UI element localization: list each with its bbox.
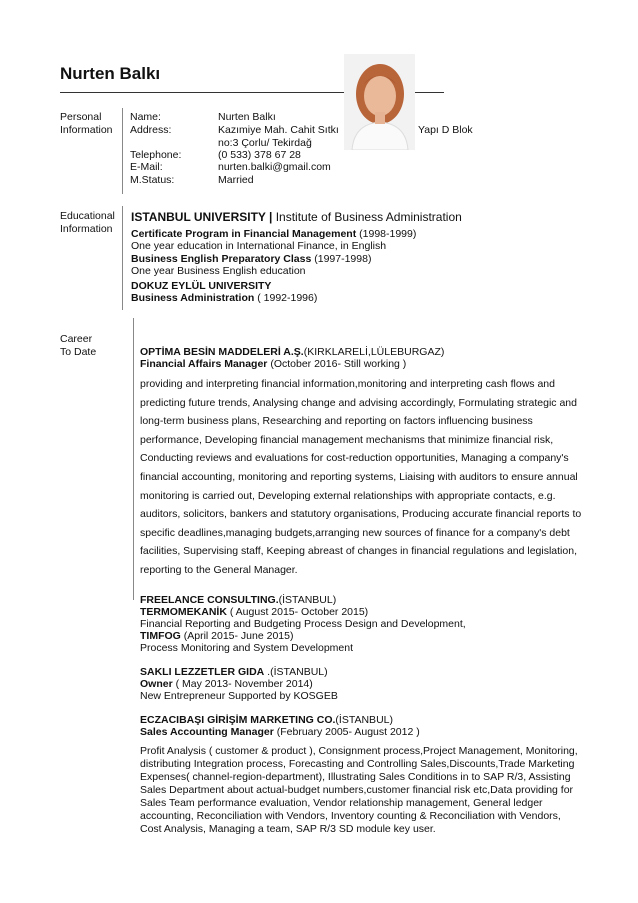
job-description: providing and interpreting financial information,monitoring and interpreting cash flows and predicting future trends, Analysing change and advising accordingly, Formulating strategic and long-term business plans, Researching and reporting on factors influencing business performance, Developing financial management mechanisms that minimize financial risk, Conducting reviews and evaluations for cost-reduction opportunities, Managing a company's financial accounting, monitoring and reporting systems, Liaising with auditors to ensure annual monitoring is carried out, Developing external relationships with appropriate contacts, e.g. auditors, solicitors, bankers and statutory organisations, Producing accurate financial reports to specific deadlines,managing budgets,arranging new sources of finance for a company's debt facilities, Supervising staff, Keeping abreast of changes in financial regulations and legislation, reporting to the General Manager.	[140, 378, 582, 576]
section-divider	[133, 318, 134, 600]
field-label-status: M.Status:	[130, 174, 175, 186]
education-item: One year education in International Finance, in English	[131, 240, 387, 252]
job-company: OPTİMA BESİN MADDELERİ A.Ş.(KIRKLARELİ,LÜLEBURGAZ)	[140, 346, 445, 358]
field-label-address: Address:	[130, 124, 172, 136]
client-description: Process Monitoring and System Development	[140, 642, 354, 654]
client-description: Financial Reporting and Budgeting Process Design and Development,	[140, 618, 466, 630]
job-title: Financial Affairs Manager (October 2016- Still working )	[140, 358, 407, 370]
job-description: New Entrepreneur Supported by KOSGEB	[140, 690, 338, 702]
job-title: Sales Accounting Manager (February 2005- August 2012 )	[140, 726, 420, 738]
education-item: Business Administration ( 1992-1996)	[131, 292, 318, 304]
job-company: FREELANCE CONSULTING.(İSTANBUL)	[140, 594, 337, 606]
field-label-telephone: Telephone:	[130, 149, 182, 161]
field-value-address: Kazımiye Mah. Cahit Sıtkı	[218, 124, 339, 136]
candidate-name: Nurten Balkı	[60, 64, 161, 83]
field-value-address-line2: no:3 Çorlu/ Tekirdağ	[218, 137, 312, 149]
university-heading: ISTANBUL UNIVERSITY | Institute of Business Administration	[131, 210, 462, 224]
field-label-name: Name:	[130, 111, 161, 123]
job-company: SAKLI LEZZETLER GIDA .(İSTANBUL)	[140, 666, 328, 678]
education-item: DOKUZ EYLÜL UNIVERSITY	[131, 280, 272, 292]
client-line: TIMFOG (April 2015- June 2015)	[140, 630, 294, 642]
field-value-address-tail: Yapı D Blok	[418, 124, 473, 136]
section-heading-education: Educational Information	[60, 210, 115, 235]
section-divider	[122, 108, 123, 194]
field-value-telephone: (0 533) 378 67 28	[218, 149, 301, 161]
section-heading-career: Career To Date	[60, 333, 97, 358]
education-item: Business English Preparatory Class (1997-1998)	[131, 253, 372, 265]
section-divider	[122, 206, 123, 310]
field-value-status: Married	[218, 174, 254, 186]
education-item: One year Business English education	[131, 265, 306, 277]
section-heading-personal: Personal Information	[60, 111, 113, 136]
field-label-email: E-Mail:	[130, 161, 163, 173]
field-value-email: nurten.balki@gmail.com	[218, 161, 331, 173]
job-title: Owner ( May 2013- November 2014)	[140, 678, 313, 690]
education-item: Certificate Program in Financial Management (1998-1999)	[131, 228, 417, 240]
profile-photo	[344, 54, 415, 150]
client-line: TERMOMEKANİK ( August 2015- October 2015)	[140, 606, 369, 618]
job-description: Profit Analysis ( customer & product ), Consignment process,Project Management, Monitoring, distributing Integration process, Forecasting and Controlling Sales,Discounts,Trade Marketing Expenses( channel-region-department), Illustrating Sales Conditions in to SAP R/3, Assisting Sales Department about actual-budget numbers,customer financial risk etc,Data providing for Sales Team performance evaluation, Vendor relationship management, General ledger accounting, Reconciliation with Vendors, Inventory counting & Reconciliation with Vendors, Cost Analysis, Managing a team, SAP R/3 SD module key user.	[140, 745, 578, 835]
field-value-name: Nurten Balkı	[218, 111, 276, 123]
job-company: ECZACIBAŞI GİRİŞİM MARKETING CO.(İSTANBUL)	[140, 714, 393, 726]
